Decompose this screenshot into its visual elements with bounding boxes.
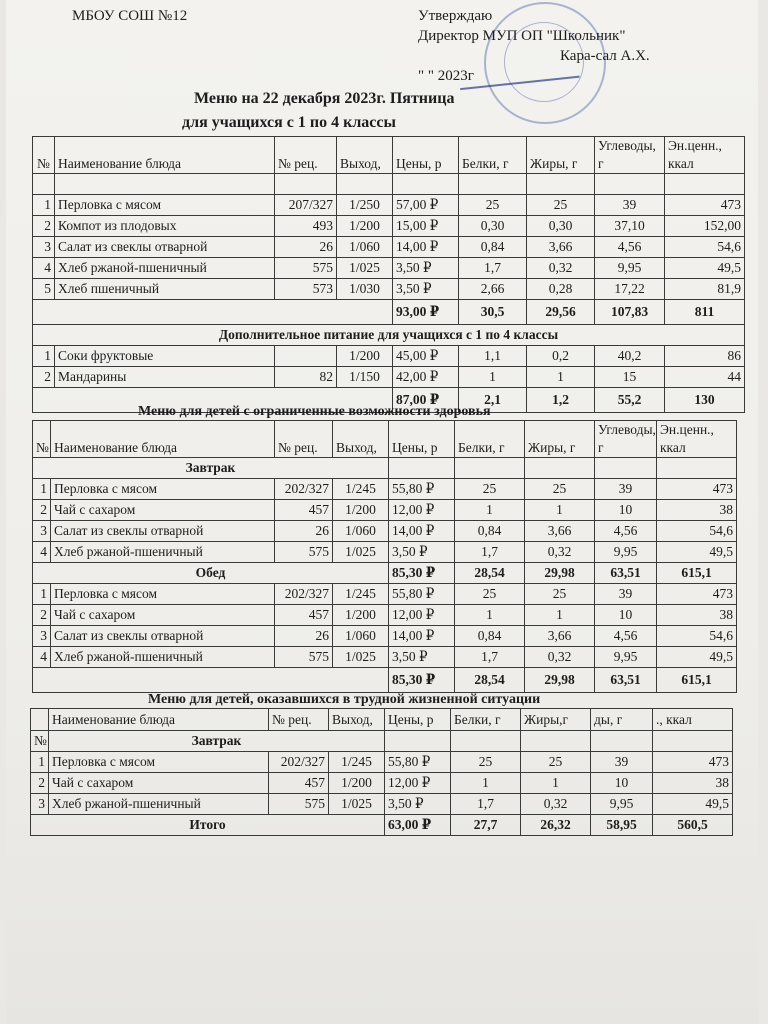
table-cell: 3,66 [525,521,595,542]
table-cell: 55,80 ₽ [385,752,451,773]
total-cell: 30,5 [459,300,527,325]
table-row [33,258,745,279]
table-cell: 39 [591,752,653,773]
approve-line: Кара-сал А.Х. [560,48,650,64]
col-header: Эн.ценн., ккал [665,137,745,174]
total-cell: 28,54 [455,668,525,693]
total-row [31,815,733,836]
col-header: Цены, р [385,709,451,731]
table-row [33,584,737,605]
col-header: № [33,421,51,458]
table-cell: 1,1 [459,346,527,367]
table-cell: 12,00 ₽ [389,605,455,626]
col-header: № [31,731,49,752]
table-cell: Салат из свеклы отварной [51,626,275,647]
table-cell: 49,5 [657,542,737,563]
col-header: № [33,137,55,174]
table-cell: 37,10 [595,216,665,237]
table-cell [275,346,337,367]
table-cell: 1 [521,773,591,794]
table-cell: 473 [653,752,733,773]
col-header: № рец. [275,137,337,174]
table-cell: 1/200 [337,216,393,237]
table-cell: 1,7 [459,258,527,279]
table-cell: 3,50 ₽ [389,647,455,668]
table-cell: 1 [455,500,525,521]
table-cell: 3,50 ₽ [389,542,455,563]
table-cell: 0,30 [459,216,527,237]
table-cell: 2 [33,500,51,521]
table-cell: 54,6 [665,237,745,258]
total-cell: 811 [665,300,745,325]
table-cell: 4,56 [595,237,665,258]
table-cell: 3,66 [527,237,595,258]
table-cell: 25 [525,479,595,500]
table-cell: 0,84 [459,237,527,258]
table-cell: Салат из свеклы отварной [51,521,275,542]
total-cell: 29,98 [525,563,595,584]
table-cell: 40,2 [595,346,665,367]
menu-table-main [32,136,745,413]
total-cell: 615,1 [657,563,737,584]
total-cell: 63,00 ₽ [385,815,451,836]
total-cell: 1,2 [527,388,595,413]
table-cell: Хлеб пшеничный [55,279,275,300]
total-cell: 107,83 [595,300,665,325]
table-cell: 473 [657,584,737,605]
table-cell: 575 [275,542,333,563]
total-row [33,668,737,693]
table-cell: 26 [275,237,337,258]
table-cell: 86 [665,346,745,367]
table-cell: 202/327 [275,479,333,500]
table-cell: 14,00 ₽ [393,237,459,258]
table-cell: 3 [33,237,55,258]
approve-line: Утверждаю [418,8,493,24]
table-cell: 1 [459,367,527,388]
table-cell: 1/200 [333,500,389,521]
table-cell: Чай с сахаром [51,605,275,626]
table-cell: 5 [33,279,55,300]
table-cell: 4 [33,647,51,668]
col-header: Белки, г [451,709,521,731]
table-cell: 44 [665,367,745,388]
table-cell: 1 [31,752,49,773]
table-row [33,195,745,216]
table-cell: 3 [33,626,51,647]
spacer-row [33,174,745,195]
table-row [33,279,745,300]
total-cell: 63,51 [595,668,657,693]
total-cell: 26,32 [521,815,591,836]
table-cell: 1/060 [337,237,393,258]
table-cell: 10 [591,773,653,794]
table-cell: 1/200 [329,773,385,794]
table-cell: 55,80 ₽ [389,584,455,605]
total-label: Итого [31,815,385,836]
table-cell: 1/200 [333,605,389,626]
table-cell: 82 [275,367,337,388]
col-header: Жиры, г [525,421,595,458]
table-cell: 457 [275,500,333,521]
table-cell: Чай с сахаром [49,773,269,794]
table-cell: Хлеб ржаной-пшеничный [55,258,275,279]
table-cell: 1/150 [337,367,393,388]
table-header-row [31,709,733,731]
table-cell: 0,30 [527,216,595,237]
table-cell: 1/030 [337,279,393,300]
table-cell: 575 [269,794,329,815]
table-cell: 457 [269,773,329,794]
table-cell: 0,2 [527,346,595,367]
table-cell: 38 [657,605,737,626]
table-cell: 473 [665,195,745,216]
table-cell: Компот из плодовых [55,216,275,237]
table-cell: 202/327 [275,584,333,605]
table-row [33,346,745,367]
total-cell: 615,1 [657,668,737,693]
table-cell: 1/025 [329,794,385,815]
approval-block [418,6,650,86]
table-cell: 1,7 [455,542,525,563]
table-cell: Хлеб ржаной-пшеничный [51,542,275,563]
table-cell: 152,00 [665,216,745,237]
total-cell: 2,1 [459,388,527,413]
table-cell: 9,95 [595,647,657,668]
table-cell: 25 [455,584,525,605]
table-cell: 3 [31,794,49,815]
meal-label: Завтрак [33,458,389,479]
table-cell: 0,32 [521,794,591,815]
section-title: Меню для детей, оказавшихся в трудной жизненной ситуации [148,692,541,707]
table-cell: 39 [595,195,665,216]
table-row [33,367,745,388]
table-cell: 26 [275,521,333,542]
table-cell: 207/327 [275,195,337,216]
total-cell: 29,56 [527,300,595,325]
col-header: Эн.ценн., ккал [657,421,737,458]
table-cell: Перловка с мясом [51,584,275,605]
table-cell: 1/060 [333,521,389,542]
menu-subtitle: для учащихся с 1 по 4 классы [182,114,396,131]
section-title: Дополнительное питание для учащихся с 1 по 4 классы [33,325,745,346]
total-cell: 58,95 [591,815,653,836]
table-cell: 38 [653,773,733,794]
table-cell: 49,5 [665,258,745,279]
total-cell: 85,30 ₽ [389,668,455,693]
table-cell: 1 [33,346,55,367]
table-row [33,605,737,626]
meal-row [31,731,733,752]
table-cell: 4,56 [595,626,657,647]
table-cell: 1/025 [333,542,389,563]
approve-line: " " 2023г [418,68,474,84]
table-cell: 1 [33,479,51,500]
total-cell: 55,2 [595,388,665,413]
col-header: № рец. [269,709,329,731]
table-cell: 1/245 [329,752,385,773]
table-cell: 2 [33,367,55,388]
table-cell: 9,95 [591,794,653,815]
table-cell: 25 [455,479,525,500]
table-cell: 2 [33,605,51,626]
table-cell: Соки фруктовые [55,346,275,367]
table-cell: 0,84 [455,626,525,647]
table-cell: 2,66 [459,279,527,300]
col-header: ., ккал [653,709,733,731]
total-cell: 93,00 ₽ [393,300,459,325]
total-cell: 63,51 [595,563,657,584]
table-cell: 45,00 ₽ [393,346,459,367]
col-header: Выход, [337,137,393,174]
table-cell: Салат из свеклы отварной [55,237,275,258]
total-cell: 85,30 ₽ [389,563,455,584]
table-cell: 202/327 [269,752,329,773]
table-cell: Мандарины [55,367,275,388]
table-cell: 81,9 [665,279,745,300]
table-cell: Хлеб ржаной-пшеничный [49,794,269,815]
table-cell: 1 [33,584,51,605]
col-header: Белки, г [455,421,525,458]
meal-label: Завтрак [49,731,385,752]
col-header: № рец. [275,421,333,458]
table-row [33,216,745,237]
table-cell: 15,00 ₽ [393,216,459,237]
table-cell: 3,66 [525,626,595,647]
table-cell: 57,00 ₽ [393,195,459,216]
menu-title: Меню на 22 декабря 2023г. Пятница [194,90,455,107]
table-row [33,542,737,563]
table-cell: 0,84 [455,521,525,542]
section-row [33,325,745,346]
table-row [33,500,737,521]
table-cell: 25 [521,752,591,773]
section-title: Меню для детей с ограниченные возможности здоровья [138,404,491,419]
table-row [33,626,737,647]
col-header: Жиры,г [521,709,591,731]
table-cell: 4 [33,258,55,279]
col-header: Жиры, г [527,137,595,174]
table-row [33,647,737,668]
table-cell: 0,28 [527,279,595,300]
total-cell: 130 [665,388,745,413]
table-cell: 2 [33,216,55,237]
table-cell: 10 [595,500,657,521]
table-cell: 575 [275,647,333,668]
table-row [33,479,737,500]
table-cell: 1/025 [333,647,389,668]
table-cell: 4,56 [595,521,657,542]
table-cell: 1 [455,605,525,626]
table-cell: Перловка с мясом [51,479,275,500]
table-cell: 4 [33,542,51,563]
total-cell: 560,5 [653,815,733,836]
meal-row [33,458,737,479]
table-row [33,237,745,258]
meal-label: Обед [33,563,389,584]
col-header: Углеводы, г [595,421,657,458]
table-cell: 3,50 ₽ [393,279,459,300]
table-cell: Перловка с мясом [49,752,269,773]
table-cell: 1/060 [333,626,389,647]
col-header: Белки, г [459,137,527,174]
table-cell: 25 [527,195,595,216]
total-cell: 27,7 [451,815,521,836]
table-cell: 14,00 ₽ [389,626,455,647]
table-header-row [33,137,745,174]
col-header: Цены, р [389,421,455,458]
table-cell: 1,7 [451,794,521,815]
table-cell: 54,6 [657,626,737,647]
table-cell: 42,00 ₽ [393,367,459,388]
table-cell: 0,32 [525,647,595,668]
table-header-row [33,421,737,458]
table-cell: 1/245 [333,479,389,500]
table-cell: 3 [33,521,51,542]
table-cell: 473 [657,479,737,500]
table-cell: 9,95 [595,258,665,279]
table-cell: 1 [525,605,595,626]
school-name: МБОУ СОШ №12 [72,8,188,24]
table-cell: 49,5 [657,647,737,668]
table-cell: 14,00 ₽ [389,521,455,542]
table-cell: 10 [595,605,657,626]
col-header: Выход, [333,421,389,458]
table-row [31,794,733,815]
col-header: Наименование блюда [49,709,269,731]
table-cell: 3,50 ₽ [385,794,451,815]
table-cell: 25 [525,584,595,605]
col-header: Наименование блюда [55,137,275,174]
table-row [31,773,733,794]
table-cell: 1/025 [337,258,393,279]
table-cell: 25 [459,195,527,216]
total-cell: 87,00 ₽ [393,388,459,413]
col-header: Наименование блюда [51,421,275,458]
table-cell: 573 [275,279,337,300]
table-cell: 25 [451,752,521,773]
table-cell: 1/200 [337,346,393,367]
table-cell: 1/250 [337,195,393,216]
table-cell: 12,00 ₽ [389,500,455,521]
total-cell: 29,98 [525,668,595,693]
document-page [6,0,758,1024]
table-cell: 1,7 [455,647,525,668]
table-cell: 17,22 [595,279,665,300]
table-cell: Перловка с мясом [55,195,275,216]
table-row [33,521,737,542]
col-header: Выход, [329,709,385,731]
total-row [33,300,745,325]
menu-table-ovz [32,420,737,693]
table-cell: 38 [657,500,737,521]
table-cell: 1 [33,195,55,216]
table-cell: Хлеб ржаной-пшеничный [51,647,275,668]
table-cell: 575 [275,258,337,279]
col-header: Цены, р [393,137,459,174]
table-cell: 55,80 ₽ [389,479,455,500]
table-cell: 3,50 ₽ [393,258,459,279]
approve-line: Директор МУП ОП "Школьник" [418,28,626,44]
table-cell: 39 [595,479,657,500]
table-cell: 1 [451,773,521,794]
col-header: ды, г [591,709,653,731]
table-cell: 26 [275,626,333,647]
table-cell: 0,32 [525,542,595,563]
table-cell: 457 [275,605,333,626]
table-cell: 0,32 [527,258,595,279]
total-cell: 28,54 [455,563,525,584]
table-cell: 15 [595,367,665,388]
table-cell: 1 [527,367,595,388]
table-cell: 1/245 [333,584,389,605]
col-header: Углеводы, г [595,137,665,174]
menu-table-tjs [30,708,733,836]
table-cell: 1 [525,500,595,521]
table-cell: 39 [595,584,657,605]
table-cell: 2 [31,773,49,794]
table-cell: 54,6 [657,521,737,542]
table-cell: 49,5 [653,794,733,815]
table-cell: Чай с сахаром [51,500,275,521]
meal-row [33,563,737,584]
table-cell: 9,95 [595,542,657,563]
table-row [31,752,733,773]
table-cell: 12,00 ₽ [385,773,451,794]
table-cell: 493 [275,216,337,237]
